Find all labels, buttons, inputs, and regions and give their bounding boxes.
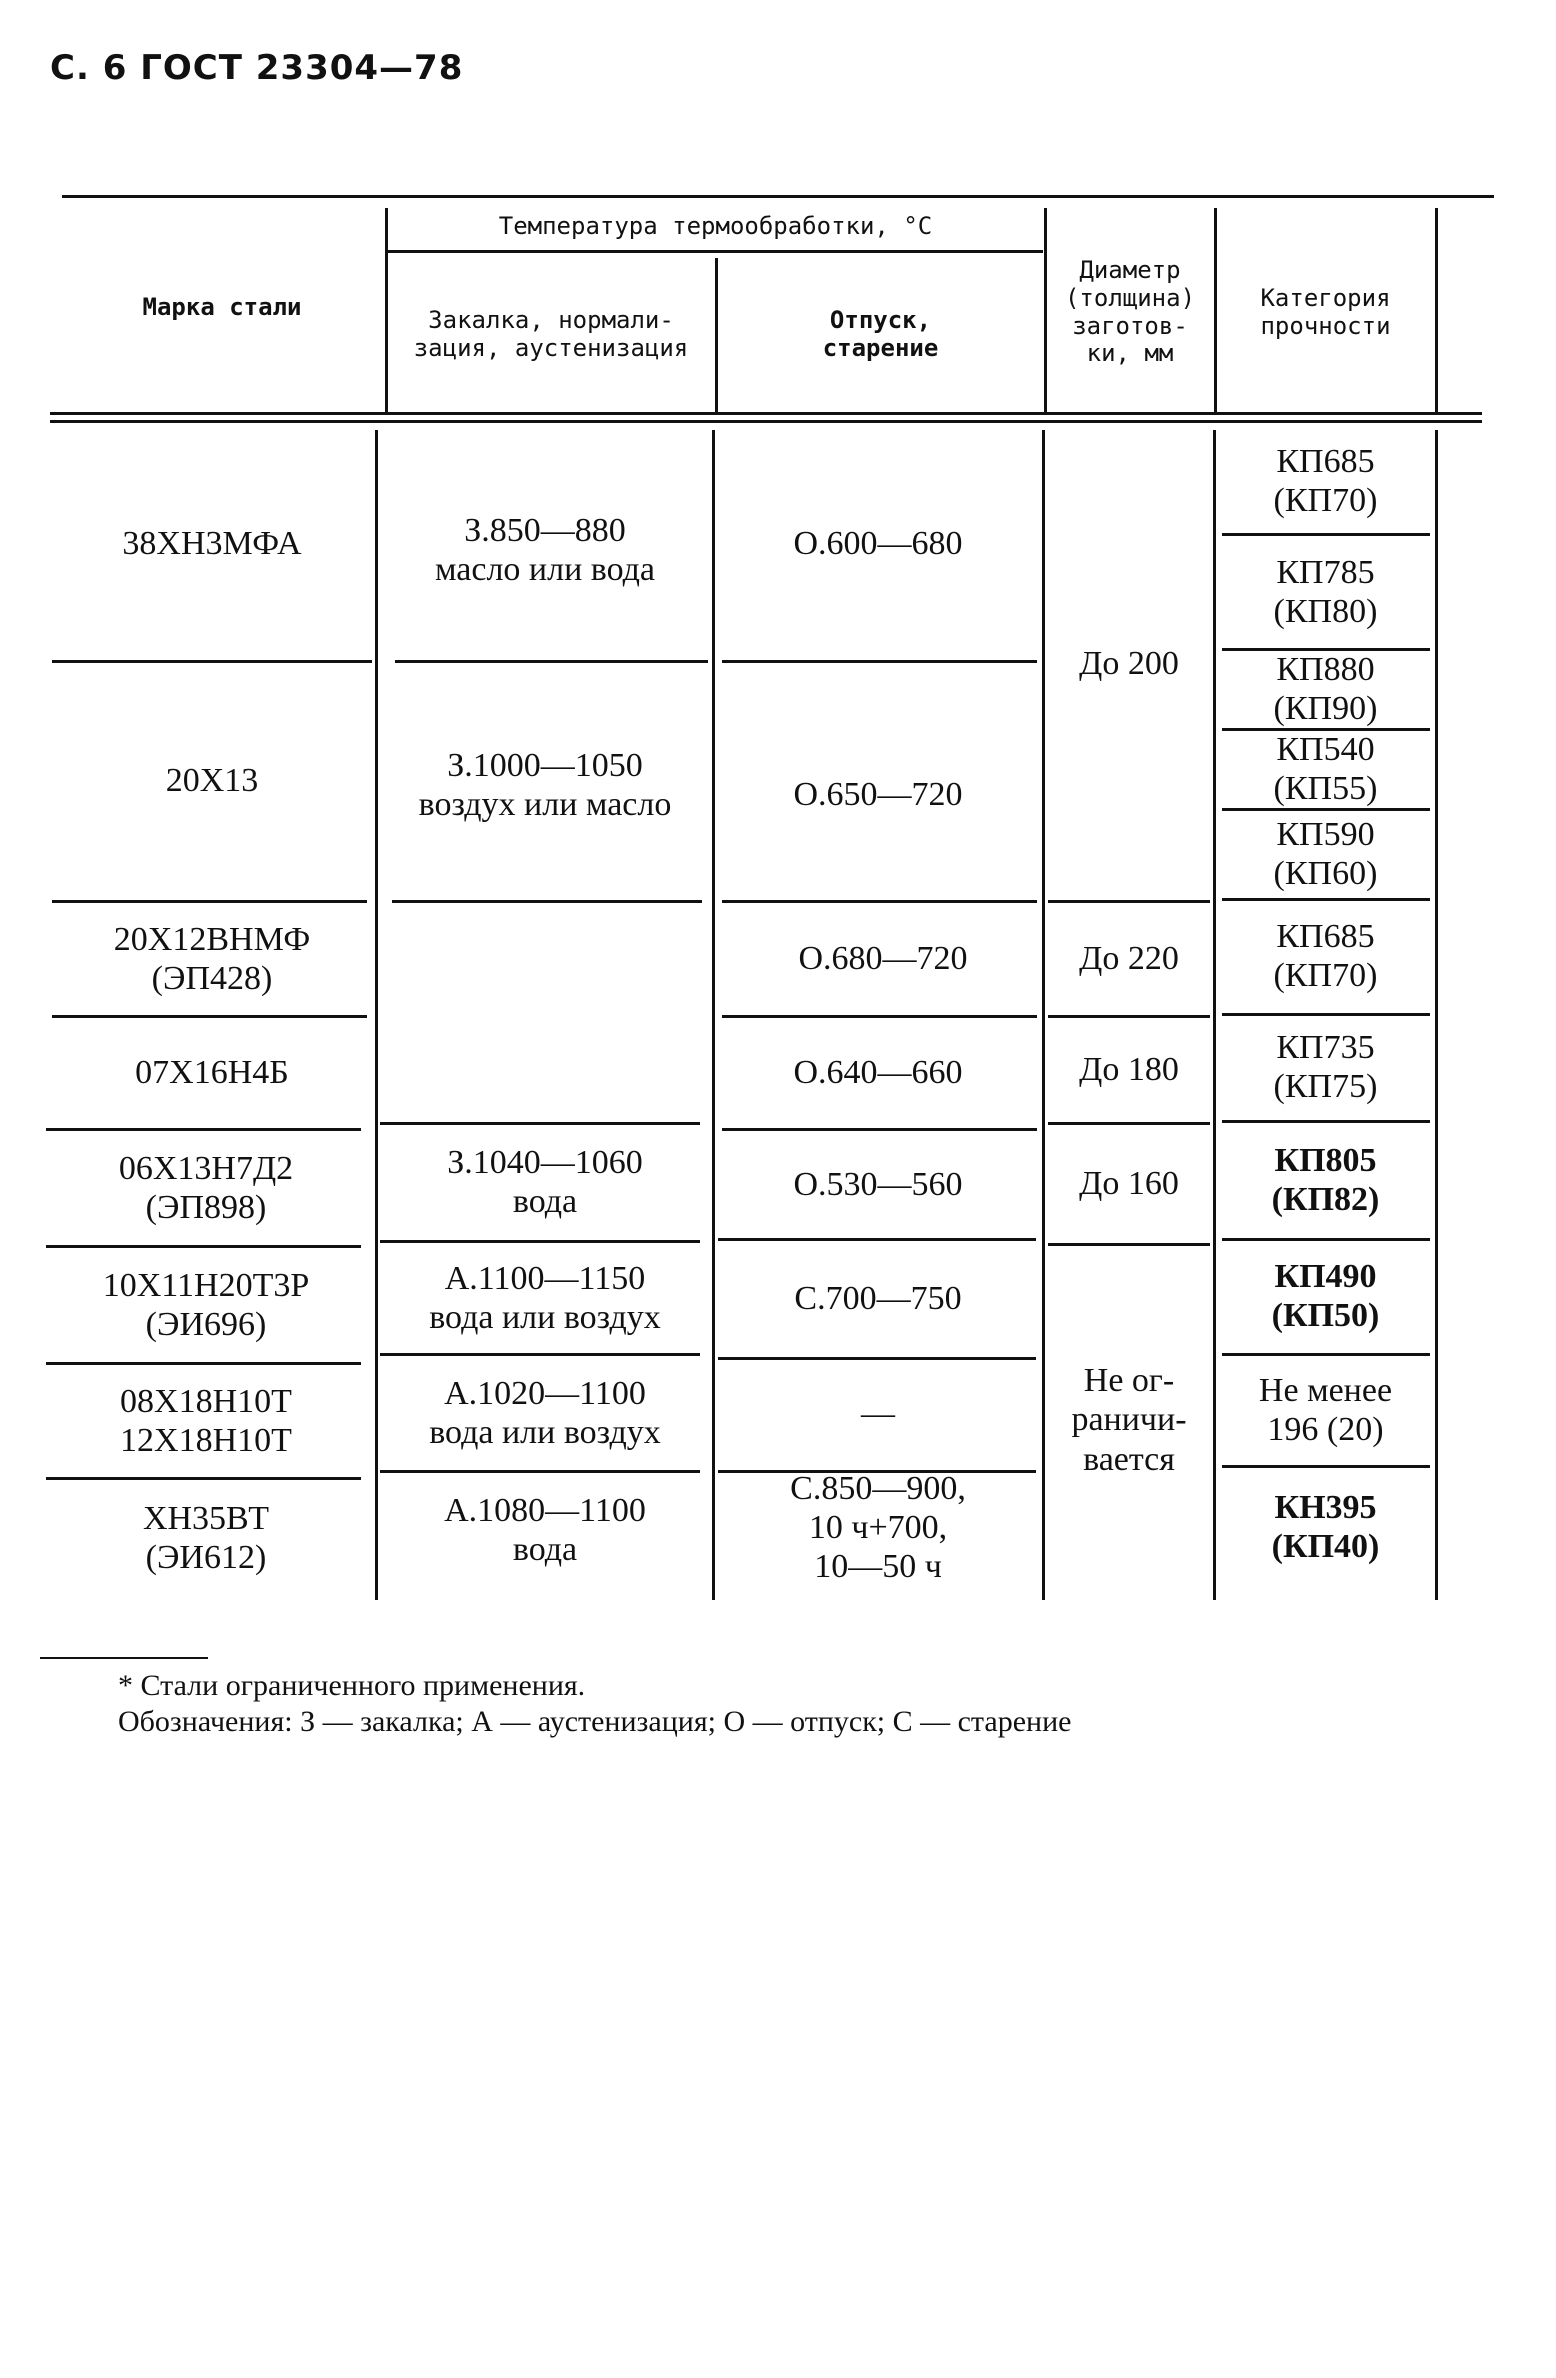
grade-row-rule [46,1128,361,1131]
grade-row-rule [46,1362,361,1365]
strength-cell: КП590 (КП60) [1273,815,1378,892]
tempering-cell: О.530—560 [793,1165,963,1203]
header-bottom-rule-2 [50,420,1482,423]
strength-cell: КП685 (КП70) [1273,917,1378,994]
strength-cell: КП540 (КП55) [1273,730,1378,807]
hardening-row-rule [380,1240,700,1243]
diameter-cell: До 220 [1079,940,1179,978]
hardening-cell: З.1040—1060 вода [447,1143,643,1220]
diameter-row-rule [1048,1243,1210,1246]
footnote-legend: Обозначения: З — закалка; А — аустенизация; О — отпуск; С — старение [118,1705,1072,1738]
grade-row-rule [52,1015,367,1018]
strength-row-rule [1222,533,1430,536]
tempering-row-rule [722,1128,1037,1131]
header-diameter: Диаметр (толщина) заготов- ки, мм [1064,256,1196,368]
hardening-cell: З.850—880 масло или вода [434,511,656,588]
grade-cell: 08Х18Н10Т 12Х18Н10Т [120,1382,292,1459]
table-top-rule [62,195,1494,198]
strength-cell: КП735 (КП75) [1273,1028,1378,1105]
strength-cell: КП490 (КП50) [1271,1257,1380,1334]
tempering-cell: О.640—660 [793,1053,963,1091]
tempering-cell: О.600—680 [793,525,963,563]
tempering-cell: С.700—750 [794,1280,962,1318]
diameter-row-rule [1048,900,1210,903]
grade-row-rule [46,1477,361,1480]
hardening-cell: А.1080—1100 вода [444,1491,646,1568]
grade-cell: 20Х13 [165,762,259,800]
hardening-row-rule [392,900,702,903]
header-hardening: Закалка, нормали- зация, аустенизация [413,306,689,362]
tempering-cell: С.850—900, 10 ч+700, 10—50 ч [790,1469,966,1586]
hardening-cell: З.1000—1050 воздух или масло [418,746,672,823]
strength-cell: КП785 (КП80) [1273,553,1378,630]
temperature-group-rule [388,250,1043,253]
tempering-row-rule [722,660,1037,663]
tempering-row-rule [718,1238,1036,1241]
hardening-row-rule [380,1122,700,1125]
hardening-row-rule [380,1353,700,1356]
header-bottom-rule-1 [50,412,1482,415]
strength-row-rule [1222,1120,1430,1123]
tempering-row-rule [722,1015,1037,1018]
grade-cell: ХН35ВТ (ЭИ612) [142,1499,270,1576]
hardening-row-rule [380,1470,700,1473]
strength-row-rule [1222,898,1430,901]
diameter-row-rule [1048,1015,1210,1018]
diameter-row-rule [1048,1122,1210,1125]
header-tempering: Отпуск, старение [822,306,939,362]
grade-cell: 07Х16Н4Б [135,1053,289,1091]
strength-cell: КП880 (КП90) [1273,650,1378,727]
tempering-cell: О.680—720 [798,940,968,978]
footnote-rule [40,1657,208,1659]
strength-cell: КП805 (КП82) [1271,1141,1380,1218]
diameter-cell: До 180 [1079,1051,1179,1089]
grade-row-rule [46,1245,361,1248]
col-divider-1-body [375,430,378,1600]
col-divider-5 [1435,208,1438,413]
strength-cell: КП685 (КП70) [1273,442,1378,519]
grade-cell: 38ХН3МФА [122,525,302,563]
col-divider-2-body [712,430,715,1600]
grade-row-rule [52,660,372,663]
strength-cell: КН395 (КП40) [1271,1488,1380,1565]
grade-cell: 06Х13Н7Д2 (ЭП898) [118,1149,294,1226]
hardening-row-rule [395,660,708,663]
tempering-cell: — [861,1395,895,1433]
diameter-cell: До 160 [1079,1165,1179,1203]
hardening-cell: А.1100—1150 вода или воздух [429,1259,661,1336]
tempering-cell: О.650—720 [793,776,963,814]
header-grade: Марка стали [142,293,302,322]
page-header: С. 6 ГОСТ 23304—78 [50,48,464,88]
col-divider-3-body [1042,430,1045,1600]
col-divider-4-body [1213,430,1216,1600]
header-temperature-group: Температура термообработки, °С [498,212,933,241]
grade-cell: 20Х12ВНМФ (ЭП428) [113,920,311,997]
footnote-restricted: * Стали ограниченного применения. [118,1669,586,1702]
diameter-cell: Не ог- раничи- вается [1071,1362,1187,1478]
diameter-cell: До 200 [1079,645,1179,683]
grade-cell: 10Х11Н20Т3Р (ЭИ696) [102,1266,310,1343]
grade-row-rule [52,900,367,903]
header-strength: Категория прочности [1260,283,1391,340]
col-divider-5-body [1435,430,1438,1600]
strength-cell: Не менее 196 (20) [1258,1371,1393,1448]
hardening-cell: А.1020—1100 вода или воздух [429,1374,661,1451]
